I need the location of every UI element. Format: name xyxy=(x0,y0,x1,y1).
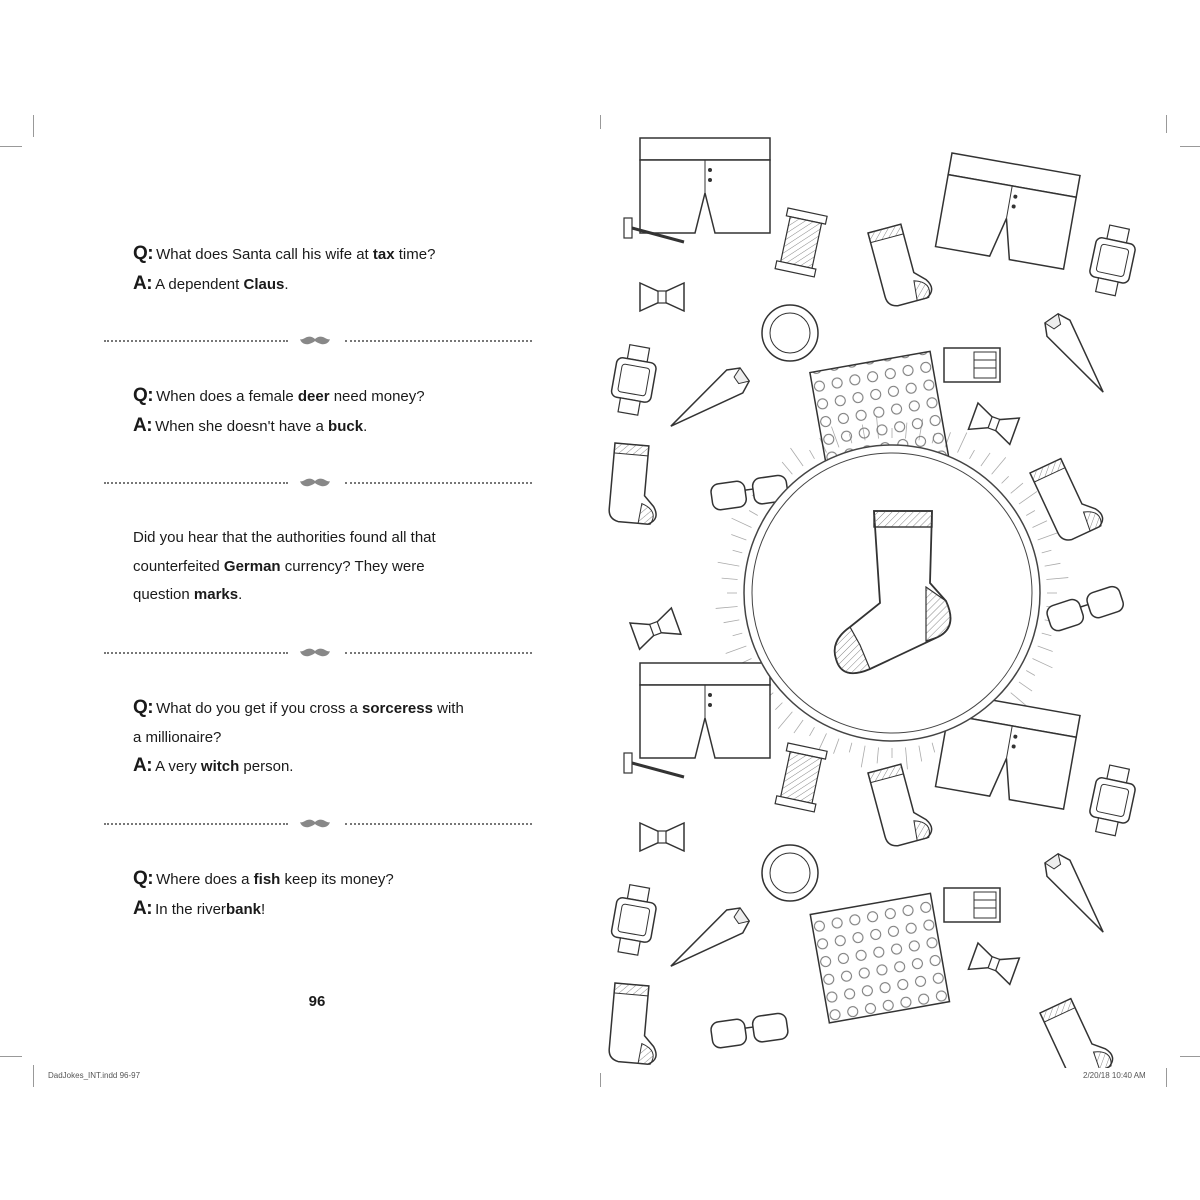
answer-label: A: xyxy=(133,272,153,294)
joke-text: A very xyxy=(155,758,201,775)
joke-line xyxy=(133,553,533,582)
keyword: fish xyxy=(253,871,281,888)
joke-text: counterfeited xyxy=(133,557,224,575)
crop-mark xyxy=(1178,146,1200,147)
joke-text: Where does a xyxy=(156,871,254,888)
joke-text: What do you get if you cross a xyxy=(156,700,363,717)
question-label: Q: xyxy=(133,385,154,406)
question-label: Q: xyxy=(133,868,154,889)
joke-line xyxy=(133,895,533,925)
print-slug-left: DadJokes_INT.indd 96-97 xyxy=(48,1071,141,1080)
crop-mark xyxy=(1178,1056,1200,1057)
mustache-icon xyxy=(300,477,330,489)
joke xyxy=(133,524,533,610)
separator xyxy=(104,818,532,830)
keyword: marks xyxy=(193,586,239,603)
joke xyxy=(133,240,533,299)
answer-label: A: xyxy=(133,897,153,919)
answer-label: A: xyxy=(133,414,153,436)
keyword: Claus xyxy=(243,275,285,293)
joke-text: question xyxy=(133,586,194,603)
joke-text: currency? They were xyxy=(280,557,425,575)
joke-text: keep its money? xyxy=(280,871,394,888)
joke-line xyxy=(133,382,533,412)
joke-text: . xyxy=(363,417,368,435)
joke-text: ! xyxy=(260,900,266,918)
keyword: witch xyxy=(200,758,240,775)
joke-text: Did you hear that the authorities found all that xyxy=(133,529,436,546)
joke-text: . xyxy=(238,586,243,603)
clothing-pattern-illustration xyxy=(600,133,1180,1068)
joke-text: A dependent xyxy=(155,275,244,293)
joke-text: time? xyxy=(394,246,436,263)
separator xyxy=(104,647,532,659)
joke-line xyxy=(133,412,533,442)
joke-line xyxy=(133,240,533,270)
joke xyxy=(133,382,533,441)
joke-text: a millionaire? xyxy=(133,728,222,746)
crop-mark xyxy=(600,1073,601,1087)
joke-text: When she doesn't have a xyxy=(155,417,329,435)
joke-line xyxy=(133,752,533,782)
question-label: Q: xyxy=(133,697,154,718)
joke-text: In the river xyxy=(155,900,226,918)
joke xyxy=(133,694,533,782)
crop-mark xyxy=(1166,1065,1167,1087)
print-slug-right: 2/20/18 10:40 AM xyxy=(1083,1071,1146,1080)
mustache-icon xyxy=(300,647,330,659)
joke-text: When does a female xyxy=(156,388,298,405)
joke-line xyxy=(133,524,533,553)
keyword: buck xyxy=(328,417,364,435)
separator xyxy=(104,477,532,489)
crop-mark xyxy=(600,115,601,129)
keyword: deer xyxy=(297,388,330,405)
joke-line xyxy=(133,865,533,895)
joke-line xyxy=(133,724,533,753)
answer-label: A: xyxy=(133,755,153,776)
mustache-icon xyxy=(300,335,330,347)
joke-text: need money? xyxy=(329,388,425,405)
page-number: 96 xyxy=(308,993,326,1010)
joke-text: person. xyxy=(239,758,294,775)
mustache-icon xyxy=(300,818,330,830)
keyword: German xyxy=(223,557,281,575)
joke xyxy=(133,865,533,924)
joke-line xyxy=(133,270,533,300)
keyword: tax xyxy=(372,246,395,263)
joke-line xyxy=(133,694,533,724)
keyword: sorceress xyxy=(362,700,433,717)
question-label: Q: xyxy=(133,243,154,264)
keyword: bank xyxy=(225,900,261,918)
joke-line xyxy=(133,581,533,610)
separator xyxy=(104,335,532,347)
joke-text: What does Santa call his wife at xyxy=(156,246,373,263)
joke-text: . xyxy=(284,275,289,293)
joke-text: with xyxy=(432,700,464,717)
